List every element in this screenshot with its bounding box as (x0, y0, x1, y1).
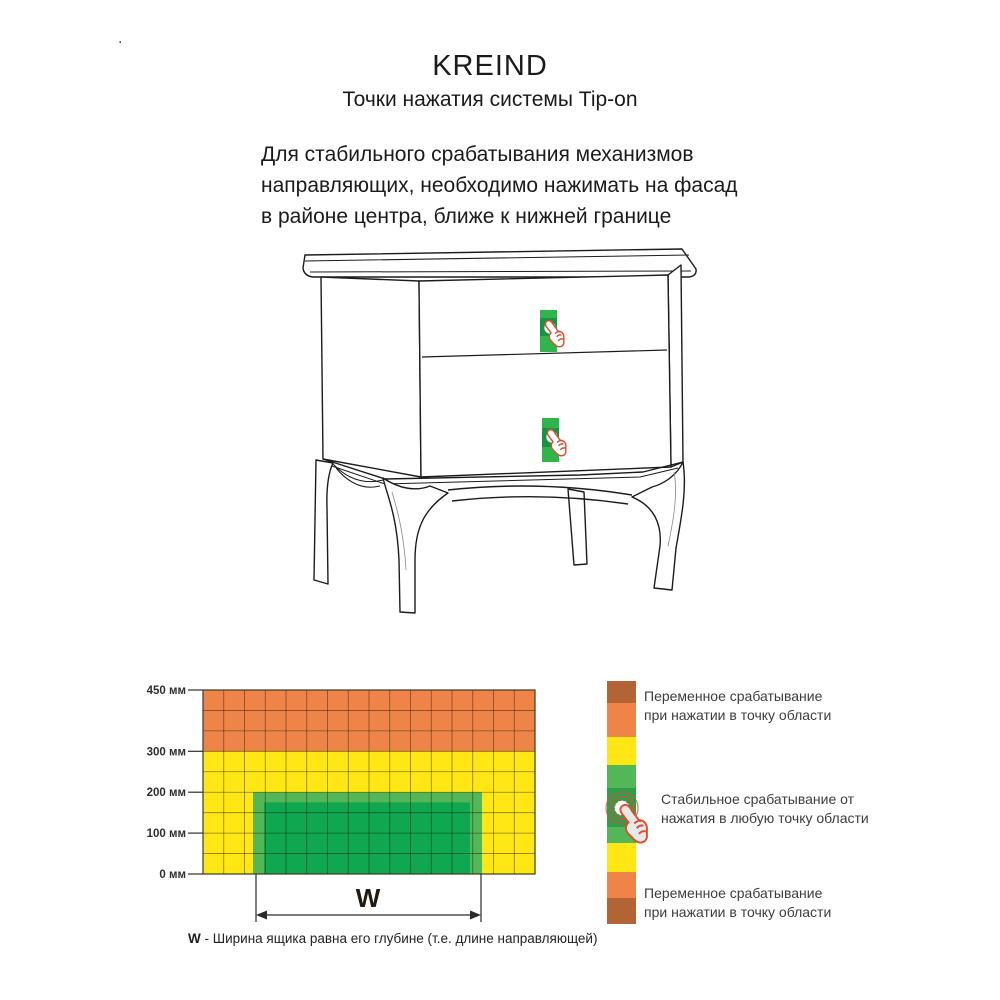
legend-seg-orange-top (607, 703, 636, 737)
footnote (188, 931, 597, 946)
legend-item-stable (661, 790, 869, 828)
axis-labels (147, 685, 186, 881)
legend-seg-orange-bottom (607, 872, 636, 898)
axis-label-200: 200 мм (146, 787, 186, 800)
corner-mark: . (118, 30, 123, 47)
nightstand-drawing (280, 240, 720, 630)
legend-seg-brown-bottom (607, 898, 636, 924)
axis-label-450: 450 мм (146, 685, 186, 697)
width-label: W (355, 883, 381, 913)
legend-line: нажатия в любую точку области (661, 810, 869, 826)
footnote-text: - Ширина ящика равна его глубине (т.е. длине направляющей) (200, 931, 598, 946)
legend-seg-yellow-top (607, 737, 636, 765)
nightstand-body (303, 249, 696, 613)
intro-line-1: Для стабильного срабатывания механизмов (261, 143, 694, 166)
arrowhead-right (470, 911, 481, 920)
leg-front-right (632, 462, 684, 590)
tabletop (303, 249, 696, 277)
axis-ticks (188, 690, 203, 874)
intro-line-3: в районе центра, ближе к нижней границе (261, 205, 672, 228)
legend-line: Стабильное срабатывание от (661, 791, 855, 807)
legend-seg-brown-top (607, 681, 636, 703)
legend-line: Переменное срабатывание (644, 688, 823, 704)
legend-line: при нажатии в точку области (644, 707, 832, 723)
page-subtitle: Точки нажатия системы Tip-on (342, 88, 638, 111)
leg-back-left (314, 460, 333, 584)
leg-front-left (383, 478, 448, 613)
axis-label-300: 300 мм (146, 746, 186, 759)
legend-item-variable-bottom (644, 884, 831, 922)
leg-back-right (568, 489, 587, 565)
press-zone-diagram (140, 675, 610, 965)
legend-line: при нажатии в точку области (644, 904, 832, 920)
page-title: KREIND (432, 50, 548, 82)
front-rail (448, 486, 632, 504)
axis-label-100: 100 мм (146, 828, 186, 841)
legend-item-variable-top (644, 687, 831, 725)
footnote-w: W (188, 931, 201, 946)
intro-paragraph (261, 139, 738, 232)
left-side-panel (321, 277, 421, 477)
axis-label-0: 0 мм (159, 869, 186, 881)
legend-line: Переменное срабатывание (644, 885, 823, 901)
intro-line-2: направляющих, необходимо нажимать на фасад (261, 174, 738, 197)
arrowhead-left (256, 911, 267, 920)
zone-green-dark (264, 802, 470, 874)
